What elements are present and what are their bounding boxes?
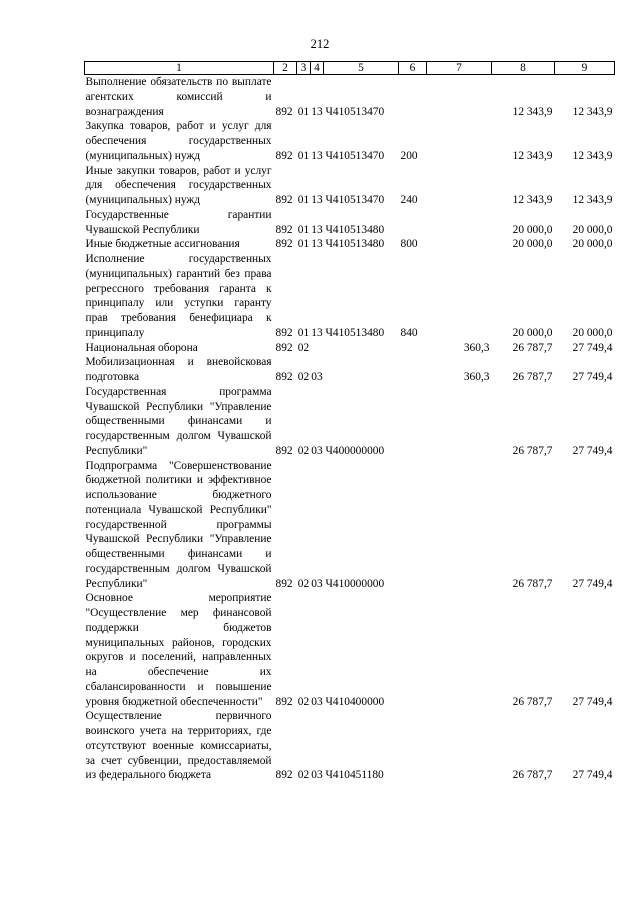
row-col-5: Ч410513470 (325, 105, 385, 118)
row-name: Выполнение обязательств по выплате агентских комиссий и вознаграждения (85, 76, 272, 118)
row-name: Основное мероприятие "Осуществление мер финансовой поддержки бюджетов муниципальных районов, городских округов и поселений, направленных на обеспечение их сбалансированности и повышение уровня бюджетной обеспеченности" (85, 592, 272, 708)
row-col-2: 892 (275, 105, 293, 118)
row-col-9: 27 749,4 (572, 577, 613, 590)
row-col-8: 12 343,9 (512, 105, 553, 118)
row-name: Национальная оборона (85, 341, 198, 354)
row-col-6 (399, 459, 427, 592)
table-row (85, 709, 615, 783)
row-col-6 (399, 591, 427, 709)
row-col-5 (324, 341, 399, 356)
row-col-7 (427, 119, 492, 163)
row-col-9: 12 343,9 (572, 105, 613, 118)
row-col-6 (399, 709, 427, 783)
table-row (85, 75, 615, 120)
row-col-4: 03 (311, 695, 323, 708)
row-col-3: 01 (297, 194, 310, 206)
row-name: Иные бюджетные ассигнования (85, 238, 240, 251)
row-col-5 (324, 355, 399, 385)
row-col-5: Ч410513470 (325, 194, 385, 206)
row-col-2: 892 (275, 341, 293, 354)
row-col-8: 26 787,7 (512, 444, 553, 457)
row-col-9: 27 749,4 (572, 444, 613, 457)
row-col-3: 02 (297, 769, 310, 782)
row-col-2: 892 (275, 194, 293, 206)
row-col-7 (427, 164, 492, 208)
row-col-6 (399, 208, 427, 238)
row-col-5: Ч410513480 (325, 326, 385, 339)
row-col-4: 13 (311, 194, 323, 206)
row-col-2: 892 (275, 238, 293, 251)
row-col-7 (427, 237, 492, 252)
row-col-5: Ч400000000 (325, 444, 385, 457)
row-col-5: Ч410451180 (325, 769, 384, 782)
row-col-9: 27 749,4 (572, 341, 613, 354)
row-col-4: 13 (311, 326, 323, 339)
row-col-2: 892 (275, 577, 293, 590)
row-col-3: 02 (297, 695, 310, 708)
page-number: 212 (310, 37, 330, 51)
row-col-5: Ч410000000 (325, 577, 385, 590)
table-row (85, 237, 615, 252)
row-name: Подпрограмма "Совершенствование бюджетной политики и эффективное использование бюджетного потенциала Чувашской Республики" государственной программы Чувашской Республики "Управление общественными финансами и государственным долгом Чувашской Республики" (85, 459, 272, 590)
header-col-4: 4 (311, 62, 324, 75)
header-col-5: 5 (324, 62, 399, 75)
row-col-7: 360,3 (463, 341, 490, 354)
row-name: Закупка товаров, работ и услуг для обеспечения государственных (муниципальных) нужд (85, 120, 272, 162)
row-col-4: 13 (311, 105, 323, 118)
row-col-7 (427, 385, 492, 459)
row-col-6 (399, 355, 427, 385)
budget-table (84, 61, 615, 783)
row-col-7 (427, 252, 492, 341)
row-col-8: 12 343,9 (512, 194, 553, 206)
row-col-3: 02 (297, 341, 310, 354)
row-col-3: 01 (297, 223, 310, 236)
row-col-3: 02 (297, 444, 310, 457)
header-col-2: 2 (274, 62, 297, 75)
row-col-9: 27 749,4 (572, 695, 613, 708)
row-col-6: 840 (400, 326, 418, 339)
row-col-2: 892 (275, 371, 293, 383)
row-col-3: 01 (297, 149, 310, 162)
header-col-3: 3 (297, 62, 311, 75)
row-col-3: 01 (297, 326, 310, 339)
row-col-9: 27 749,4 (572, 371, 613, 383)
row-col-3: 02 (297, 577, 310, 590)
row-col-2: 892 (275, 444, 293, 457)
row-col-4: 03 (311, 577, 323, 590)
table-row (85, 208, 615, 238)
row-col-2: 892 (275, 326, 293, 339)
header-col-8: 8 (492, 62, 555, 75)
row-col-8: 20 000,0 (512, 223, 553, 236)
row-col-6: 200 (400, 149, 418, 162)
row-col-8: 12 343,9 (512, 149, 553, 162)
row-col-7: 360,3 (463, 371, 490, 383)
row-col-6: 240 (400, 194, 418, 206)
row-col-2: 892 (275, 695, 293, 708)
row-name: Государственная программа Чувашской Республики "Управление общественными финансами и государственным долгом Чувашской Республики" (85, 385, 272, 457)
row-col-3: 02 (297, 371, 310, 383)
row-col-5: Ч410513470 (325, 149, 385, 162)
table-row (85, 355, 615, 385)
row-col-8: 26 787,7 (512, 769, 553, 782)
row-col-9: 27 749,4 (572, 769, 613, 782)
header-col-7: 7 (427, 62, 492, 75)
table-row (85, 252, 615, 341)
row-col-9: 20 000,0 (572, 326, 613, 339)
header-col-6: 6 (399, 62, 427, 75)
row-col-7 (427, 459, 492, 592)
row-col-5: Ч410513480 (325, 223, 385, 236)
row-col-8: 26 787,7 (512, 695, 553, 708)
table-row (85, 459, 615, 592)
row-col-7 (427, 709, 492, 783)
table-header-row (85, 62, 615, 75)
row-col-6 (399, 385, 427, 459)
row-col-4: 13 (311, 238, 323, 251)
row-col-5: Ч410400000 (325, 695, 385, 708)
row-col-5: Ч410513480 (325, 238, 385, 251)
row-name: Исполнение государственных (муниципальных) гарантий без права регрессного требования гаранта к принципалу или уступки гаранту прав требования бенефициара к принципалу (85, 253, 272, 339)
table-row (85, 341, 615, 356)
row-col-6 (399, 75, 427, 120)
row-name: Иные закупки товаров, работ и услуг для обеспечения государственных (муниципальных) нужд (85, 164, 272, 206)
table-row (85, 164, 615, 208)
row-col-6 (399, 341, 427, 356)
row-col-8: 26 787,7 (512, 577, 553, 590)
row-col-9: 20 000,0 (572, 238, 613, 251)
row-col-8: 20 000,0 (512, 238, 553, 251)
row-col-4: 03 (311, 371, 323, 383)
row-col-8: 20 000,0 (512, 326, 553, 339)
table-row (85, 119, 615, 163)
row-col-4 (311, 341, 324, 356)
row-name: Осуществление первичного воинского учета на территориях, где отсутствуют военные комиссариаты, за счет субвенции, предоставляемой из федерального бюджета (85, 710, 272, 782)
row-col-8: 26 787,7 (512, 371, 553, 383)
row-col-9: 20 000,0 (572, 223, 613, 236)
header-col-9: 9 (555, 62, 615, 75)
row-col-2: 892 (275, 223, 293, 236)
row-col-2: 892 (275, 149, 293, 162)
row-col-4: 03 (311, 769, 323, 782)
row-col-6: 800 (400, 238, 418, 251)
table-row (85, 385, 615, 459)
row-col-8: 26 787,7 (512, 341, 553, 354)
table-row (85, 591, 615, 709)
row-col-7 (427, 591, 492, 709)
row-col-7 (427, 208, 492, 238)
row-col-3: 01 (297, 238, 310, 251)
row-col-4: 13 (311, 223, 323, 236)
row-col-9: 12 343,9 (572, 149, 613, 162)
row-col-2: 892 (275, 769, 293, 782)
row-col-9: 12 343,9 (572, 194, 613, 206)
row-col-4: 03 (311, 444, 323, 457)
row-col-7 (427, 75, 492, 120)
row-name: Мобилизационная и вневойсковая подготовка (85, 356, 272, 383)
row-name: Государственные гарантии Чувашской Республики (85, 208, 272, 236)
header-col-1: 1 (85, 62, 274, 75)
row-col-4: 13 (311, 149, 323, 162)
row-col-3: 01 (297, 105, 310, 118)
